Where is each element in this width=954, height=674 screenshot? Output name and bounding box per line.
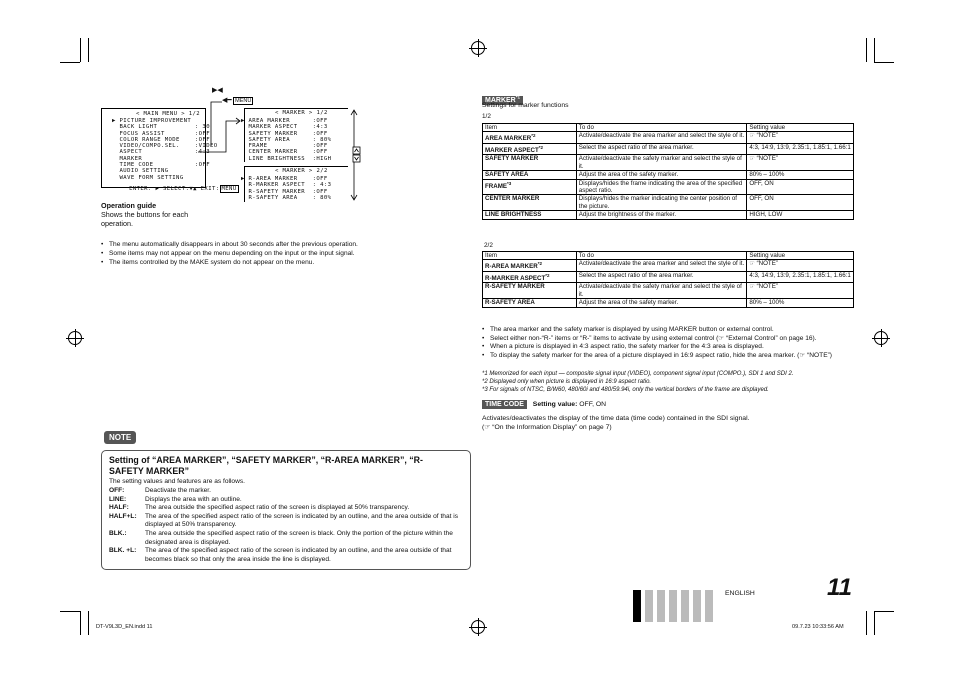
table-cell-item: SAFETY MARKER [483, 155, 577, 171]
footer-stamp: 09.7.23 10:33:56 AM [792, 624, 844, 630]
table-cell-item: MARKER ASPECT$^{*2}$ [483, 143, 577, 154]
marker-menu-item: SAFETY MARKER :OFF [241, 130, 328, 137]
note-definition-key: LINE: [109, 495, 127, 503]
table-row [483, 132, 854, 143]
note-definition-value: Displays the area with an outline. [145, 495, 242, 503]
registration-mark-bottom [471, 620, 485, 634]
marker-menu-item: R-SAFETY MARKER :OFF [241, 188, 328, 195]
note-definition-value: The area of the specified aspect ratio of the screen is indicated by an outline, and the area outside of that is displayed at 50% transparency. [145, 512, 459, 529]
table-cell-value: HIGH, LOW [747, 211, 854, 219]
footnote-item: *3 For signals of NTSC, B/W60, 480/60i and 480/59.94i, only the vertical borders of the frame are displayed. [482, 387, 769, 393]
right-bullet-item: • When a picture is displayed in 4:3 aspect ratio, the safety marker for the 4:3 area is displayed. [482, 343, 854, 352]
main-menu-footer: ENTER: ▶ SELECT:▼▲ EXIT: MENU [129, 186, 237, 193]
main-menu-item: MARKER [112, 155, 143, 162]
table-cell-todo: Adjust the area of the safety marker. [576, 171, 747, 179]
table-row [483, 155, 854, 171]
table-cell-value: ☞ “NOTE” [747, 283, 854, 299]
marker-settings-table-1 [482, 123, 854, 220]
table-cell-value: 80% – 100% [747, 171, 854, 179]
left-bullet-item: • The menu automatically disappears in about 30 seconds after the previous operation. [101, 240, 461, 249]
marker-menu-item: LINE BRIGHTNESS :HIGH [241, 155, 332, 162]
table-cell-todo: Select the aspect ratio of the area marker. [576, 143, 747, 154]
note-definition-key: OFF: [109, 487, 125, 494]
table-row [483, 283, 854, 299]
note-definition-row [109, 496, 461, 505]
note-definition-key: HALF: [109, 504, 129, 512]
registration-mark-top [471, 41, 485, 55]
right-bullet-item: • Select either non-“R-” items or “R-” items to activate by using external control (☞ “External Control” on page 16). [482, 335, 854, 344]
table-cell-item: R-AREA MARKER$^{*2}$ [483, 260, 577, 271]
table-cell-item: R-SAFETY AREA [483, 299, 577, 307]
table-cell-footnote-ref: *2 [531, 133, 536, 139]
note-definition-row [109, 504, 461, 513]
table-cell-todo: Activate/deactivate the area marker and select the style of it. [576, 260, 747, 271]
table-cell-item: SAFETY AREA [483, 171, 577, 179]
table-cell-todo: Displays/hides the frame indicating the area of the specified aspect ratio. [576, 179, 747, 195]
marker-menu-item: FRAME :OFF [241, 143, 328, 150]
table-cell-item: FRAME$^{*3}$ [483, 179, 577, 195]
table-cell-todo: Displays/hides the marker indicating the center position of the picture. [576, 195, 747, 211]
note-definition-value: The area outside the specified aspect ratio of the screen is black. Only the portion of the picture within the designated area is displayed. [145, 529, 453, 546]
right-bullet-item: • The area marker and the safety marker is displayed by using MARKER button or external control. [482, 326, 854, 335]
marker-menu-item: ▶ AREA MARKER :OFF [241, 118, 328, 124]
table-cell-item: CENTER MARKER [483, 195, 577, 211]
footnote-item: *1 Memorized for each input — composite signal input (VIDEO), component signal input (COMPO.), SDI 1 and SDI 2. [482, 371, 794, 377]
marker-menu-item: R-MARKER ASPECT : 4:3 [241, 182, 332, 189]
note-definition-key: BLK.: [109, 529, 127, 537]
table-cell-todo: Adjust the brightness of the marker. [576, 211, 747, 219]
table-cell-value: 80% – 100% [747, 299, 854, 307]
table-header-cell: Item [483, 124, 577, 132]
right-bullet-list [482, 326, 854, 360]
table-cell-value: 4:3, 14:9, 13:9, 2.35:1, 1.85:1, 1.66:1 [747, 143, 854, 154]
table-header-row [483, 124, 854, 132]
note-intro: The setting values and features are as follows. [109, 478, 245, 485]
marker-badge: MARKER$^{*1}$ [482, 89, 523, 107]
language-label: ENGLISH [725, 590, 755, 597]
marker-menu-page1 [241, 108, 348, 162]
marker-menu1-title: < MARKER > 1/2 [275, 110, 328, 116]
table-cell-footnote-ref: *2 [537, 261, 542, 267]
table-cell-todo: Activate/deactivate the safety marker and select the style of it. [576, 283, 747, 299]
table2-page-label: 2/2 [484, 242, 493, 249]
settings-caption: Settings for marker functions [482, 102, 569, 109]
table-cell-value: ☞ “NOTE” [747, 260, 854, 271]
table-cell-todo: Select the aspect ratio of the area marker. [576, 271, 747, 282]
table-cell-item: AREA MARKER$^{*2}$ [483, 132, 577, 143]
table-row [483, 260, 854, 271]
table-header-cell: Setting value [747, 124, 854, 132]
exit-key: MENU [221, 186, 237, 193]
marker-menu-item: MARKER ASPECT :4:3 [241, 124, 328, 131]
table-header-row [483, 252, 854, 260]
footer-file: DT-V9L3D_EN.indd 11 [96, 624, 153, 630]
timecode-setting-label: Setting value: [532, 401, 578, 408]
marker-menu-item: ▶ R-AREA MARKER :OFF [241, 176, 328, 182]
language-tabs [633, 590, 717, 622]
main-menu-item: BACK LIGHT : 30 [112, 124, 210, 131]
main-menu-item: ASPECT :4:3 [112, 149, 210, 156]
timecode-row [482, 401, 606, 408]
footnote-item: *2 Displayed only when picture is displayed in 16:9 aspect ratio. [482, 379, 652, 385]
timecode-badge: TIME CODE [482, 400, 527, 409]
note-definition-key: BLK. +L: [109, 547, 137, 555]
menu-key-icon: ◀━ MENU [222, 97, 252, 104]
note-heading: Setting of “AREA MARKER”, “SAFETY MARKER”, “R-AREA MARKER”, “R-SAFETY MARKER” [109, 455, 423, 476]
registration-mark-right [874, 331, 888, 345]
table-cell-item: LINE BRIGHTNESS [483, 211, 577, 219]
marker-menu-item: CENTER MARKER :OFF [241, 149, 328, 156]
note-definition-value: The area outside the specified aspect ratio of the screen is displayed at 50% transparency. [145, 504, 410, 512]
table-cell-value: OFF, ON [747, 195, 854, 211]
marker-settings-table-2 [482, 251, 854, 308]
main-menu-item: TIME CODE :OFF [112, 162, 210, 169]
main-menu-item: FOCUS ASSIST :OFF [112, 130, 210, 137]
note-definitions [109, 487, 461, 564]
table-row [483, 171, 854, 179]
menu-connectors [196, 96, 246, 158]
marker-menu2-items [241, 176, 331, 201]
table-header-cell: To do [576, 252, 747, 260]
registration-mark-left [68, 331, 82, 345]
table-row [483, 179, 854, 195]
operation-guide-title: Operation guide [101, 201, 157, 210]
left-bullet-item: • The items controlled by the MAKE system do not appear on the menu. [101, 258, 461, 267]
operation-guide-text: Shows the buttons for each operation. [101, 210, 189, 228]
main-menu-item: AUDIO SETTING [112, 168, 169, 175]
table-row [483, 211, 854, 219]
table-cell-todo: Activate/deactivate the area marker and select the style of it. [576, 132, 747, 143]
main-menu-title: < MAIN MENU > 1/2 [136, 111, 201, 117]
table-header-cell: To do [576, 124, 747, 132]
left-bullet-item: • Some items may not appear on the menu depending on the input or the input signal. [101, 249, 461, 258]
main-menu-item: VIDEO/COMPO.SEL. :VIDEO [112, 143, 218, 150]
table-row [483, 143, 854, 154]
table-row [483, 195, 854, 211]
note-definition-row [109, 513, 461, 530]
table-header-cell: Setting value [747, 252, 854, 260]
marker-menu2-title: < MARKER > 2/2 [275, 168, 328, 174]
right-bullet-item: • To display the safety marker for the area of a picture displayed in 16:9 aspect ratio, hide the area marker. (☞ “NOTE”) [482, 352, 854, 361]
main-menu-item: ▶ PICTURE IMPROVEMENT [112, 118, 192, 124]
marker-menu-item: R-SAFETY AREA : 80% [241, 194, 332, 201]
menu-navigation-icons [212, 86, 223, 94]
timecode-setting-value: OFF, ON [579, 401, 607, 408]
table-row [483, 299, 854, 307]
note-label: NOTE [104, 431, 136, 444]
page-number: 11 [827, 574, 852, 601]
table-cell-footnote-ref: *2 [538, 144, 544, 150]
table-cell-footnote-ref: *3 [507, 180, 512, 186]
note-definition-row [109, 530, 461, 547]
note-box [101, 450, 471, 570]
table-header-cell: Item [483, 252, 577, 260]
table-cell-todo: Adjust the area of the safety marker. [576, 299, 747, 307]
main-menu-screen [101, 108, 237, 193]
main-menu-item: COLOR RANGE MODE :OFF [112, 136, 210, 143]
timecode-description: Activates/deactivates the display of the time data (time code) contained in the SDI signal. (☞ “On the Information Display” on page 7) [482, 415, 750, 431]
left-bullet-list [101, 240, 461, 267]
scroll-arrow-icon [348, 107, 364, 203]
table-cell-item: R-SAFETY MARKER [483, 283, 577, 299]
table-cell-value: ☞ “NOTE” [747, 132, 854, 143]
note-definition-row [109, 547, 461, 564]
note-definition-key: HALF+L: [109, 512, 137, 520]
table-cell-value: 4:3, 14:9, 13:9, 2.35:1, 1.85:1, 1.66:1 [747, 271, 854, 282]
table-cell-footnote-ref: *2 [545, 272, 550, 278]
table-cell-todo: Activate/deactivate the safety marker and select the style of it. [576, 155, 747, 171]
marker-menu-page2 [241, 166, 348, 202]
note-definition-value: Deactivate the marker. [145, 487, 211, 494]
menu-key-label: MENU [235, 98, 252, 104]
table1-page-label: 1/2 [482, 113, 491, 120]
table-cell-value: ☞ “NOTE” [747, 155, 854, 171]
play-arrow-icon: ▶◀ [212, 87, 223, 94]
marker-menu1-items [241, 118, 331, 162]
table-cell-item: R-MARKER ASPECT$^{*2}$ [483, 271, 577, 282]
table-cell-value: OFF, ON [747, 179, 854, 195]
main-menu-item: WAVE FORM SETTING [112, 174, 184, 181]
note-definition-value: The area of the specified aspect ratio of the screen is indicated by an outline, and the area outside of that becomes black so that only the area inside the line is displayed. [145, 547, 452, 563]
footnotes [482, 370, 854, 394]
operation-guide [101, 201, 201, 228]
table-row [483, 271, 854, 282]
note-definition-row [109, 487, 461, 496]
marker-menu-item: SAFETY AREA : 80% [241, 136, 332, 143]
